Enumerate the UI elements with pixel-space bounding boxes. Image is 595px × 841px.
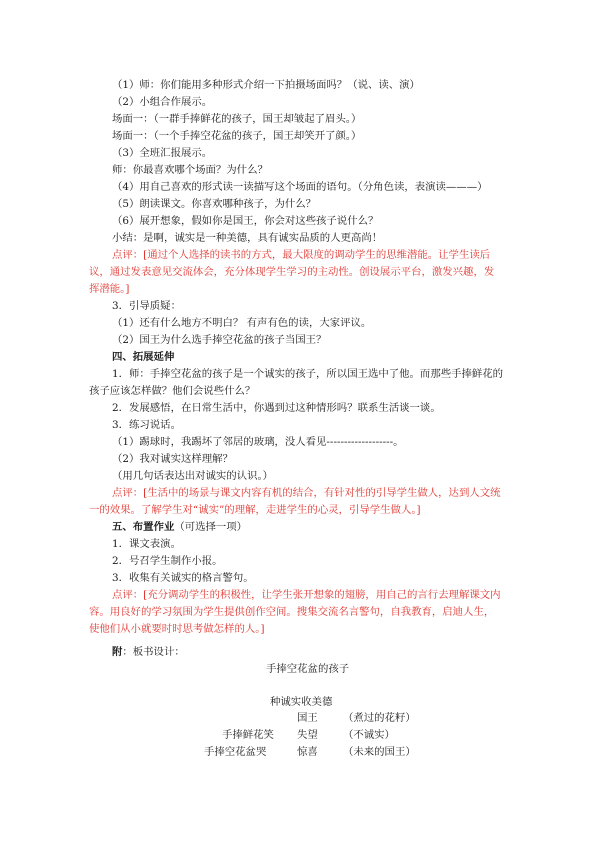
- section-heading-note: （可选择一项）: [174, 521, 248, 533]
- board-subtitle: 种诚实收美德: [270, 696, 333, 708]
- text-line: （6）展开想象，假如你是国王，你会对这些孩子说什么？: [112, 215, 379, 227]
- text-line: 3．练习说话。: [112, 419, 181, 431]
- text-line: 3．收集有关诚实的格言警句。: [112, 572, 254, 584]
- board-label-bold: 附: [112, 646, 123, 658]
- text-line: 1．师：手捧空花盆的孩子是一个诚实的孩子，所以国王选中了他。而那些手捧鲜花的: [112, 368, 504, 380]
- comment-line: 议，通过发表意见交流体会，充分体现学生学习的主动性。创设展示平台，激发兴趣，发: [89, 266, 495, 278]
- text-line: 孩子应该怎样做？他们会说些什么？: [89, 385, 256, 397]
- board-label: [112, 646, 185, 659]
- text-line: （1）还有什么地方不明白？ 有声有色的读，大家评议。: [112, 317, 372, 329]
- text-line: （2）小组合作展示。: [112, 96, 213, 108]
- comment-line: 点评：[通过个人选择的读书的方式，最大限度的调动学生的思维潜能。让学生读后: [112, 249, 491, 261]
- text-line: 2．号召学生制作小报。: [112, 555, 223, 567]
- text-line: （4）用自己喜欢的形式读一读描写这个场面的语句。（分角色读，表演读———）: [112, 181, 488, 193]
- text-line: （1）踢球时，我踢坏了邻居的玻璃，没人看见-------------------。: [112, 436, 404, 448]
- text-line: 2．发展感悟，在日常生活中，你遇到过这种情形吗？联系生活谈一谈。: [112, 402, 441, 414]
- text-line: （2）我对诚实这样理解？: [112, 453, 233, 465]
- text-line: （3）全班汇报展示。: [112, 147, 213, 159]
- board-cell: 惊喜: [297, 746, 318, 758]
- comment-line: 点评：[生活中的场景与课文内容有机的结合，有针对性的引导学生做人，达到人文统: [112, 487, 501, 499]
- text-line: 3．引导质疑：: [112, 300, 181, 312]
- text-line: 1．课文表演。: [112, 538, 181, 550]
- board-title: 手捧空花盆的孩子: [266, 663, 350, 675]
- board-cell: （不诚实）: [343, 729, 395, 741]
- text-line: （用几句话表达出对诚实的认识。）: [112, 470, 274, 482]
- section-heading: 五、布置作业: [112, 521, 175, 533]
- summary-line: 小结：是啊，诚实是一种美德，具有诚实品质的人更高尚！: [112, 232, 383, 244]
- text-line: 师：你最喜欢哪个场面？为什么？: [112, 164, 268, 176]
- board-cell: 手捧鲜花笑: [222, 729, 274, 741]
- text-line: （5）朗读课文。你喜欢哪种孩子，为什么？: [112, 198, 317, 210]
- comment-line: 一的效果。了解学生对“诚实”的理解，走进学生的心灵，引导学生做人。]: [89, 504, 421, 516]
- board-cell: 失望: [297, 729, 318, 741]
- comment-line: 使他们从小就要时时思考做怎样的人。]: [89, 623, 265, 635]
- section-heading: 四、拓展延伸: [112, 351, 175, 363]
- section-heading-row: [112, 521, 247, 534]
- board-cell: （煮过的花籽）: [343, 712, 416, 724]
- comment-line: 容。用良好的学习氛围为学生提供创作空间。搜集交流名言警句，自我教育，启迪人生，: [89, 606, 495, 618]
- text-line: 场面一：（一群手捧鲜花的孩子，国王却皱起了眉头。）: [112, 113, 362, 125]
- comment-line: 点评：[充分调动学生的积极性，让学生张开想象的翅膀，用自己的言行去理解课文内: [112, 589, 501, 601]
- comment-line: 挥潜能。]: [89, 283, 130, 295]
- text-line: （2）国王为什么选手捧空花盆的孩子当国王？: [112, 334, 327, 346]
- board-cell: 国王: [297, 712, 318, 724]
- board-label-rest: ：板书设计：: [122, 646, 185, 658]
- text-line: （1）师：你们能用多种形式介绍一下拍摄场面吗？（说、读、演）: [112, 79, 420, 91]
- board-cell: 手捧空花盆哭: [204, 746, 267, 758]
- board-cell: （未来的国王）: [343, 746, 416, 758]
- text-line: 场面一：（一个手捧空花盆的孩子，国王却笑开了颜。）: [112, 130, 362, 142]
